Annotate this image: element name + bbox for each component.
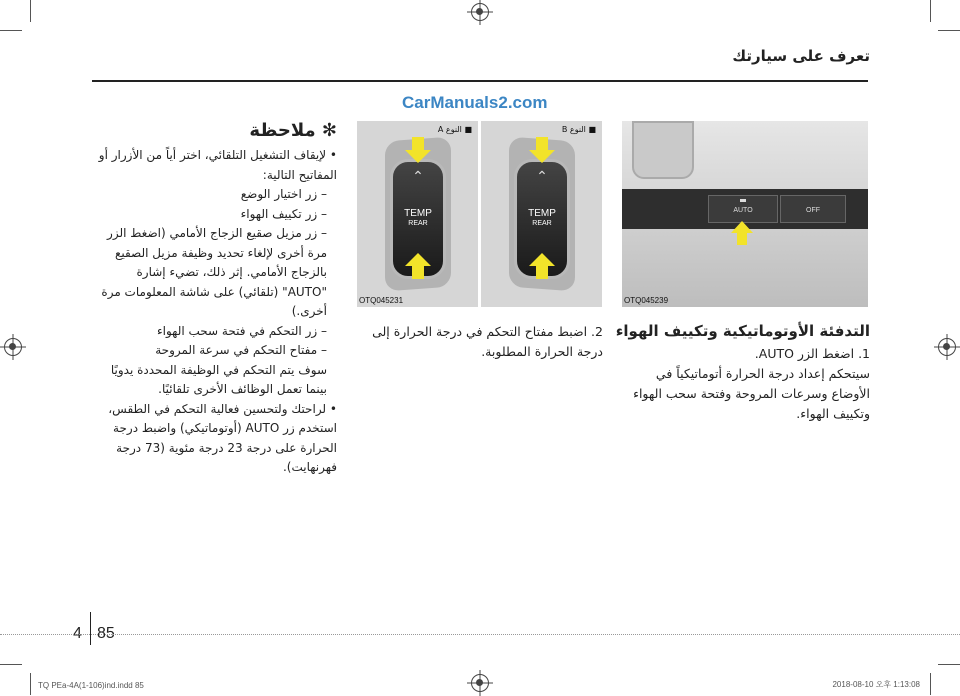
crop-mark	[930, 673, 931, 695]
note-dash-item: – زر مزيل صقيع الزجاج الأمامي (اضغط الزر مرة أخرى لإلغاء تحديد وظيفة مزيل الصقيع بالزجاج الأمامي. إثر ذلك، تضيء إشارة "AUTO" (تلقائي) على شاشة المعلومات مرة أخرى.)	[101, 226, 327, 318]
page-number-divider	[90, 612, 91, 645]
page-number: 85	[97, 625, 115, 642]
trim-line	[0, 634, 960, 636]
crop-mark	[938, 664, 960, 665]
crop-mark	[30, 673, 31, 695]
auto-indicator	[740, 199, 746, 202]
figure-code: OTQ045239	[624, 296, 669, 305]
crop-mark	[30, 0, 31, 22]
note-dash-item: – زر اختيار الوضع	[240, 187, 327, 201]
figure-type-label: ■ النوع B	[561, 125, 596, 134]
header-divider	[92, 80, 868, 82]
note-title: ✻ ملاحظة	[249, 120, 337, 141]
figure-temp-key-type-a	[357, 121, 478, 307]
crop-mark	[930, 0, 931, 22]
crop-mark	[0, 664, 22, 665]
note-body	[89, 146, 337, 478]
note-dash-item: – مفتاح التحكم في سرعة المروحة	[155, 343, 327, 357]
auto-button: AUTO	[733, 207, 753, 214]
figure-climate-panel	[622, 121, 868, 307]
step-1-body: سيتحكم إعداد درجة الحرارة أتوماتيكياً في الأوضاع وسرعات المروحة وفتحة سحب الهواء وتكييف الهواء.	[633, 366, 870, 421]
figure-code: OTQ045231	[359, 296, 404, 305]
crop-mark	[938, 30, 960, 31]
arrow-down-icon	[529, 137, 555, 163]
watermark: CarManuals2.com	[402, 93, 548, 112]
registration-mark-icon	[471, 3, 489, 21]
crop-mark	[0, 30, 22, 31]
temp-rear-key: ⌃ TEMP REAR ⌄	[390, 159, 446, 279]
chapter-header: تعرف على سيارتك	[732, 47, 870, 65]
chapter-number: 4	[73, 625, 82, 642]
note-dash-item: – زر التحكم في فتحة سحب الهواء	[156, 323, 327, 338]
slug-date: 2018-08-10 오후 1:13:08	[832, 680, 920, 689]
arrow-up-icon	[405, 253, 431, 279]
arrow-down-icon	[405, 137, 431, 163]
registration-mark-icon	[4, 338, 22, 356]
off-button: OFF	[806, 207, 820, 214]
note-bullet-1-tail: سوف يتم التحكم في الوظيفة المحددة يدويًا بينما تعمل الوظائف الأخرى تلقائيًا.	[110, 362, 327, 396]
step-2: 2. اضبط مفتاح التحكم في درجة الحرارة إلى درجة الحرارة المطلوبة.	[372, 324, 603, 359]
section-title: التدفئة الأوتوماتيكية وتكييف الهواء	[615, 322, 870, 340]
registration-mark-icon	[471, 674, 489, 692]
arrow-up-icon	[731, 221, 753, 245]
temp-rear-key: ⌃ TEMP REAR ⌄	[514, 159, 570, 279]
note-dash-item: – زر تكييف الهواء	[240, 206, 327, 221]
step-1: 1. اضغط الزر AUTO.	[754, 346, 870, 361]
slug-file: TQ PEa-4A(1-106)ind.indd 85	[38, 681, 144, 690]
note-bullet-2: • لراحتك ولتحسين فعالية التحكم في الطقس، استخدم زر AUTO (أوتوماتيكي) واضبط درجة الحرارة على درجة 23 درجة مئوية (73 درجة فهرنهايت).	[108, 401, 337, 474]
arrow-up-icon	[529, 253, 555, 279]
figure-type-label: ■ النوع A	[437, 125, 472, 134]
figure-temp-key-type-b	[481, 121, 602, 307]
registration-mark-icon	[938, 338, 956, 356]
note-bullet-1: • لإيقاف التشغيل التلقائي، اختر أياً من الأزرار أو المفاتيح التالية:	[98, 148, 337, 182]
